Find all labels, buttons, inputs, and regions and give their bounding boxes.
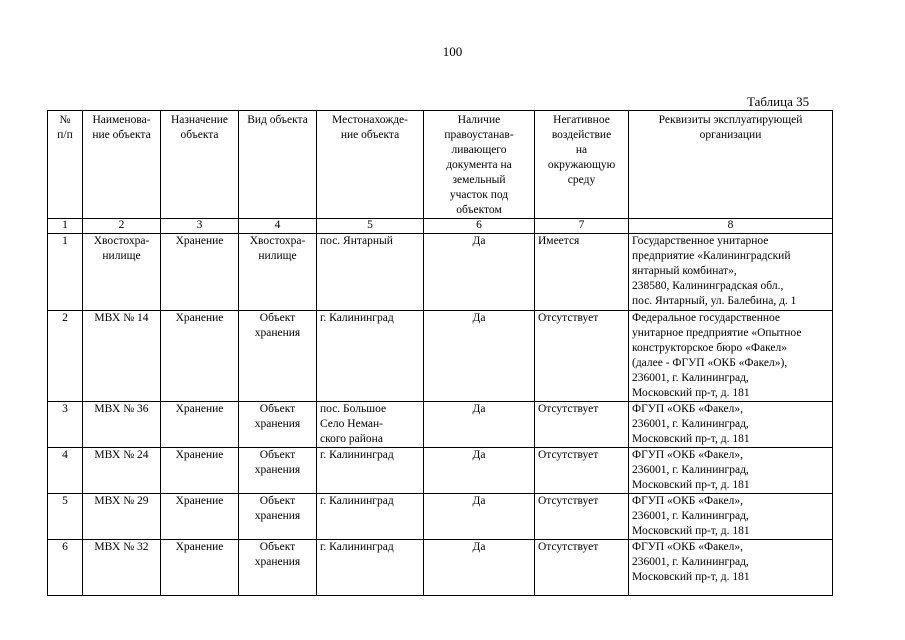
column-number: 7 bbox=[535, 219, 629, 234]
row-number: 1 bbox=[48, 234, 83, 311]
column-number: 1 bbox=[48, 219, 83, 234]
land-document: Да bbox=[424, 448, 535, 494]
objects-table bbox=[47, 110, 833, 596]
table-row bbox=[48, 311, 833, 402]
object-name: Хвостохра- нилище bbox=[83, 234, 161, 311]
column-number: 4 bbox=[239, 219, 317, 234]
object-location: пос. Большое Село Неман- ского района bbox=[317, 402, 424, 448]
table-caption: Таблица 35 bbox=[747, 94, 810, 109]
object-location: г. Калининград bbox=[317, 311, 424, 402]
object-purpose: Хранение bbox=[161, 234, 239, 311]
table-row bbox=[48, 234, 833, 311]
column-number: 8 bbox=[629, 219, 833, 234]
header-cell-organization: Реквизиты эксплуатирующей организации bbox=[629, 111, 833, 219]
object-name: МВХ № 29 bbox=[83, 494, 161, 540]
object-location: г. Калининград bbox=[317, 494, 424, 540]
land-document: Да bbox=[424, 311, 535, 402]
environmental-impact: Отсутствует bbox=[535, 448, 629, 494]
column-number: 6 bbox=[424, 219, 535, 234]
header-row bbox=[48, 111, 833, 219]
land-document: Да bbox=[424, 234, 535, 311]
header-cell-impact: Негативное воздействие на окружающую среду bbox=[535, 111, 629, 219]
object-purpose: Хранение bbox=[161, 448, 239, 494]
operator-organization: ФГУП «ОКБ «Факел», 236001, г. Калининград, Московский пр-т, д. 181 bbox=[629, 402, 833, 448]
header-cell-name: Наименова- ние объекта bbox=[83, 111, 161, 219]
object-type: Объект хранения bbox=[239, 402, 317, 448]
column-numbers-row bbox=[48, 219, 833, 234]
object-name: МВХ № 36 bbox=[83, 402, 161, 448]
row-number: 6 bbox=[48, 540, 83, 596]
object-name: МВХ № 14 bbox=[83, 311, 161, 402]
object-type: Объект хранения bbox=[239, 494, 317, 540]
operator-organization: ФГУП «ОКБ «Факел», 236001, г. Калининград, Московский пр-т, д. 181 bbox=[629, 540, 833, 596]
environmental-impact: Отсутствует bbox=[535, 540, 629, 596]
object-type: Объект хранения bbox=[239, 448, 317, 494]
object-name: МВХ № 24 bbox=[83, 448, 161, 494]
header-cell-num: № п/п bbox=[48, 111, 83, 219]
operator-organization: Федеральное государственное унитарное предприятие «Опытное конструкторское бюро «Факел» (далее - ФГУП «ОКБ «Факел»), 236001, г. Калининград, Московский пр-т, д. 181 bbox=[629, 311, 833, 402]
header-cell-document: Наличие правоустанав- ливающего документа на земельный участок под объектом bbox=[424, 111, 535, 219]
land-document: Да bbox=[424, 402, 535, 448]
table-row bbox=[48, 448, 833, 494]
object-name: МВХ № 32 bbox=[83, 540, 161, 596]
object-location: пос. Янтарный bbox=[317, 234, 424, 311]
page-number: 100 bbox=[442, 44, 463, 59]
row-number: 5 bbox=[48, 494, 83, 540]
row-number: 2 bbox=[48, 311, 83, 402]
object-purpose: Хранение bbox=[161, 402, 239, 448]
table-row bbox=[48, 402, 833, 448]
operator-organization: ФГУП «ОКБ «Факел», 236001, г. Калининград, Московский пр-т, д. 181 bbox=[629, 494, 833, 540]
object-purpose: Хранение bbox=[161, 540, 239, 596]
table-row bbox=[48, 494, 833, 540]
column-number: 5 bbox=[317, 219, 424, 234]
object-purpose: Хранение bbox=[161, 311, 239, 402]
land-document: Да bbox=[424, 494, 535, 540]
environmental-impact: Отсутствует bbox=[535, 311, 629, 402]
row-number: 4 bbox=[48, 448, 83, 494]
header-cell-type: Вид объекта bbox=[239, 111, 317, 219]
land-document: Да bbox=[424, 540, 535, 596]
header-cell-location: Местонахожде- ние объекта bbox=[317, 111, 424, 219]
row-number: 3 bbox=[48, 402, 83, 448]
environmental-impact: Отсутствует bbox=[535, 402, 629, 448]
environmental-impact: Имеется bbox=[535, 234, 629, 311]
object-purpose: Хранение bbox=[161, 494, 239, 540]
table-row bbox=[48, 540, 833, 596]
operator-organization: ФГУП «ОКБ «Факел», 236001, г. Калининград, Московский пр-т, д. 181 bbox=[629, 448, 833, 494]
object-type: Хвостохра- нилище bbox=[239, 234, 317, 311]
operator-organization: Государственное унитарное предприятие «Калининградский янтарный комбинат», 238580, Калининградская обл., пос. Янтарный, ул. Балебина, д. 1 bbox=[629, 234, 833, 311]
object-type: Объект хранения bbox=[239, 311, 317, 402]
object-location: г. Калининград bbox=[317, 448, 424, 494]
environmental-impact: Отсутствует bbox=[535, 494, 629, 540]
column-number: 2 bbox=[83, 219, 161, 234]
column-number: 3 bbox=[161, 219, 239, 234]
object-location: г. Калининград bbox=[317, 540, 424, 596]
object-type: Объект хранения bbox=[239, 540, 317, 596]
header-cell-purpose: Назначение объекта bbox=[161, 111, 239, 219]
